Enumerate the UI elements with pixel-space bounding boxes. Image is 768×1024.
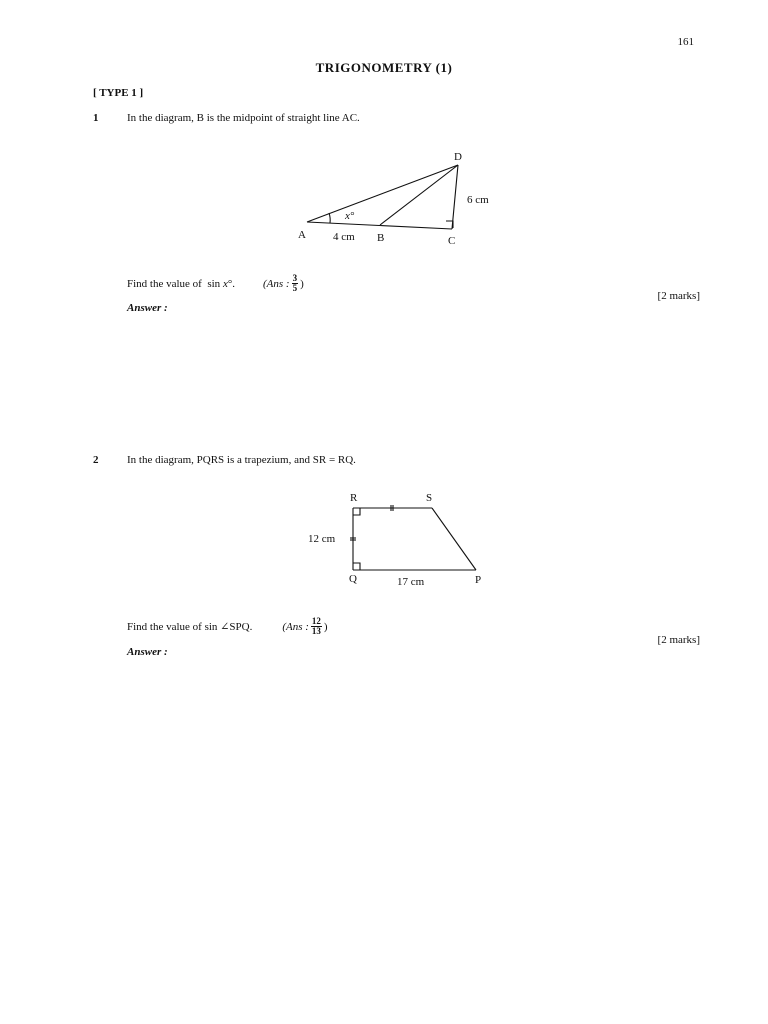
label-q: Q (349, 573, 357, 585)
question-2-ans-close: ) (323, 620, 328, 633)
question-1-ans-label: (Ans : (262, 277, 290, 290)
line-db (380, 165, 458, 225)
question-2-find (127, 617, 328, 636)
line-sp (432, 508, 476, 570)
section-label: [ TYPE 1 ] (93, 87, 144, 99)
question-1-marks: [2 marks] (657, 290, 700, 302)
question-1-find-var: x (222, 277, 228, 290)
question-1-ans-denominator: 5 (292, 283, 298, 293)
question-1-answer-label: Answer : (127, 302, 168, 314)
label-ab-length: 4 cm (333, 231, 355, 243)
label-a: A (298, 229, 306, 241)
question-2-ans-numerator: 12 (311, 616, 321, 626)
question-2-ans-label: (Ans : (282, 620, 309, 633)
right-angle-mark-r (353, 508, 360, 515)
question-1-number: 1 (93, 112, 99, 124)
question-2-number: 2 (93, 454, 99, 466)
question-1-ans-fraction (292, 274, 299, 293)
question-1-find (127, 274, 304, 293)
line-dc (452, 165, 458, 229)
question-1-ans-close: ) (300, 277, 304, 290)
question-2-marks: [2 marks] (657, 634, 700, 646)
question-2-ans-denominator: 13 (311, 626, 321, 636)
label-angle-x: x° (345, 210, 355, 222)
question-2-answer-label: Answer : (127, 646, 168, 658)
question-1-ans-numerator: 3 (292, 273, 298, 283)
question-1-find-suffix: °. (227, 277, 235, 290)
label-r: R (350, 492, 358, 504)
label-c: C (448, 235, 456, 247)
line-ac (307, 222, 452, 229)
label-qp-length: 17 cm (397, 576, 425, 588)
right-angle-mark-q (353, 563, 360, 570)
question-1-text: In the diagram, B is the midpoint of straight line AC. (127, 112, 360, 124)
label-rq-length: 12 cm (308, 533, 336, 545)
question-2-find-prefix: Find the value of sin ∠SPQ. (127, 621, 253, 633)
page-number: 161 (677, 36, 694, 48)
triangle-diagram (290, 148, 510, 253)
label-p: P (475, 574, 482, 586)
trapezium-diagram (300, 488, 500, 590)
angle-arc (329, 213, 330, 223)
label-dc-length: 6 cm (467, 194, 489, 206)
question-2-ans-fraction (311, 617, 322, 636)
question-1-find-prefix: Find the value of sin (127, 277, 223, 290)
label-s: S (426, 492, 433, 504)
page-title: TRIGONOMETRY (1) (315, 60, 453, 75)
label-d: D (454, 151, 462, 163)
question-2-text: In the diagram, PQRS is a trapezium, and SR = RQ. (127, 454, 356, 466)
label-b: B (377, 232, 385, 244)
